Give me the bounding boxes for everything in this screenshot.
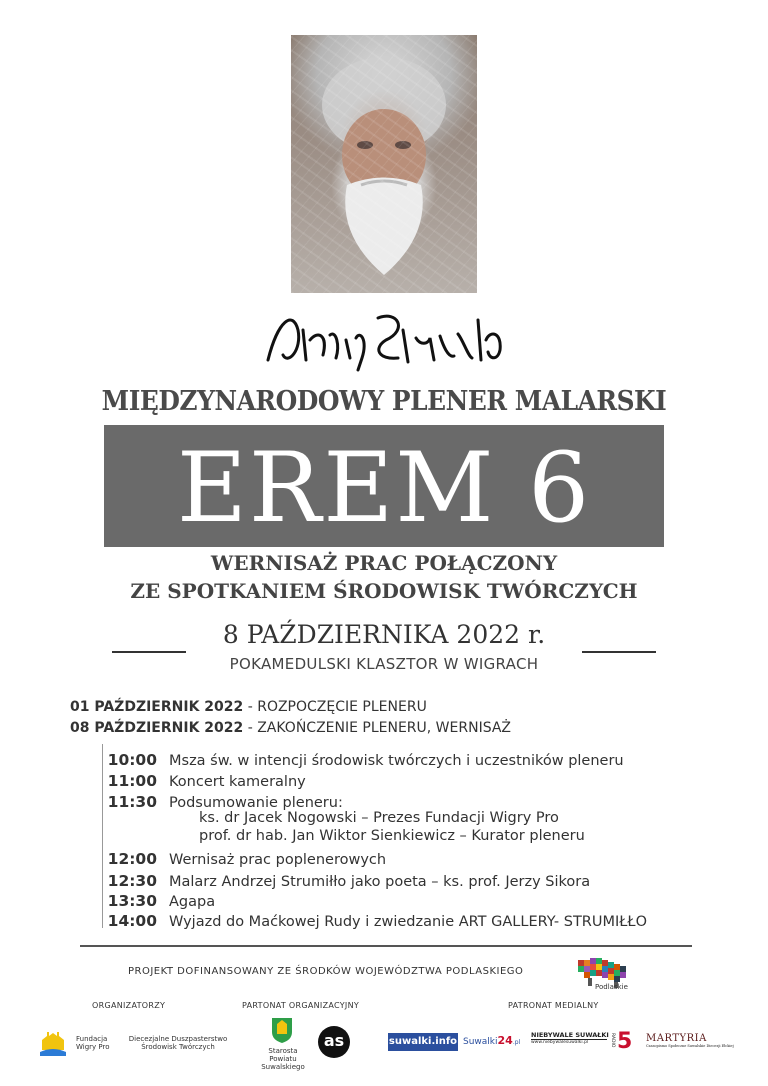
media-heading: PATRONAT MEDIALNY bbox=[508, 1001, 599, 1010]
phase-end: 08 PAŹDZIERNIK 2022 - ZAKOŃCZENIE PLENERU, WERNISAŻ bbox=[70, 720, 512, 736]
schedule-row bbox=[100, 848, 700, 870]
event-title: EREM 6 bbox=[176, 432, 592, 544]
phase-start: 01 PAŹDZIERNIK 2022 - ROZPOCZĘCIE PLENERU bbox=[70, 699, 427, 715]
pat1-line: Suwalskiego bbox=[261, 1063, 305, 1071]
event-subtitle: MIĘDZYNARODOWY PLENER MALARSKI bbox=[101, 386, 667, 417]
speaker-line: prof. dr hab. Jan Wiktor Sienkiewicz – Kurator pleneru bbox=[199, 828, 585, 844]
patronage-heading: PARTONAT ORGANIZACYJNY bbox=[242, 1001, 360, 1010]
schedule-time: 11:30 bbox=[107, 793, 157, 811]
schedule-text: Wyjazd do Maćkowej Rudy i zwiedzanie ART GALLERY- STRUMIŁŁO bbox=[169, 914, 647, 930]
event-date: 8 PAŹDZIERNIKA 2022 r. bbox=[222, 620, 546, 649]
schedule-time: 13:30 bbox=[107, 892, 157, 910]
phase-date: 01 PAŹDZIERNIK 2022 bbox=[70, 699, 244, 715]
suwalki24-logo bbox=[463, 1031, 527, 1051]
radio5-logo bbox=[610, 1031, 636, 1057]
niebywale-text: NIEBYWALE SUWAŁKI bbox=[531, 1031, 609, 1039]
martyria-sub: Czasopismo Społeczne Suwalskie Diecezji Ełckiej bbox=[646, 1044, 734, 1048]
funding-note: PROJEKT DOFINANSOWANY ZE ŚRODKÓW WOJEWÓDZTWA PODLASKIEGO bbox=[128, 966, 524, 977]
pat1-name bbox=[254, 1047, 312, 1071]
schedule-text: Malarz Andrzej Strumiłło jako poeta – ks. prof. Jerzy Sikora bbox=[169, 874, 591, 890]
radio5-number: 5 bbox=[617, 1029, 633, 1054]
org2-line: Środowisk Twórczych bbox=[141, 1043, 215, 1051]
description-line-1: WERNISAŻ PRAC POŁĄCZONY bbox=[210, 551, 558, 575]
description-line-2: ZE SPOTKANIEM ŚRODOWISK TWÓRCZYCH bbox=[130, 579, 638, 603]
organizers-heading: ORGANIZATORZY bbox=[92, 1001, 166, 1010]
signature-image bbox=[258, 300, 518, 375]
wigry-pro-logo-icon bbox=[38, 1030, 68, 1058]
schedule-time: 11:00 bbox=[107, 772, 157, 790]
suwalki24-text: Suwalki bbox=[463, 1037, 498, 1047]
org1-name bbox=[76, 1035, 110, 1051]
date-rule-left bbox=[112, 651, 186, 653]
schedule-text: Koncert kameralny bbox=[169, 774, 306, 790]
martyria-logo bbox=[646, 1033, 734, 1048]
schedule-time: 10:00 bbox=[107, 751, 157, 769]
schedule-time: 12:30 bbox=[107, 872, 157, 890]
schedule-text: Podsumowanie pleneru: bbox=[169, 795, 343, 811]
schedule-time: 14:00 bbox=[107, 912, 157, 930]
suwalki24-suffix: .pl bbox=[512, 1039, 521, 1046]
radio5-label: RADIO bbox=[610, 1033, 615, 1048]
portrait-photo bbox=[291, 35, 477, 293]
suwalki-info-logo: suwalki.info bbox=[388, 1033, 458, 1051]
event-place: POKAMEDULSKI KLASZTOR W WIGRACH bbox=[229, 655, 539, 673]
schedule-text: Agapa bbox=[169, 894, 216, 910]
martyria-text: MARTYRIA bbox=[646, 1033, 707, 1044]
schedule-text: Msza św. w intencji środowisk twórczych i uczestników pleneru bbox=[169, 753, 624, 769]
phase-text: ZAKOŃCZENIE PLENERU, WERNISAŻ bbox=[257, 720, 512, 736]
org2-name bbox=[126, 1035, 230, 1051]
org1-line: Fundacja bbox=[76, 1035, 108, 1043]
county-crest-icon bbox=[270, 1016, 294, 1044]
phase-date: 08 PAŹDZIERNIK 2022 bbox=[70, 720, 244, 736]
org1-line: Wigry Pro bbox=[76, 1043, 110, 1051]
schedule-row bbox=[100, 770, 700, 792]
schedule-text: Wernisaż prac poplenerowych bbox=[169, 852, 387, 868]
niebywale-url: www.niebywalesuwalki.pl bbox=[531, 1040, 589, 1045]
niebywale-logo bbox=[531, 1031, 607, 1045]
schedule-row bbox=[100, 749, 700, 771]
pat1-line: Starosta Powiatu bbox=[268, 1047, 298, 1063]
date-rule-right bbox=[582, 651, 656, 653]
phase-text: ROZPOCZĘCIE PLENERU bbox=[257, 699, 427, 715]
suwalki24-num: 24 bbox=[497, 1034, 513, 1047]
footer-divider bbox=[80, 945, 692, 947]
speaker-line: ks. dr Jacek Nogowski – Prezes Fundacji Wigry Pro bbox=[199, 810, 559, 826]
schedule-row bbox=[100, 910, 700, 932]
schedule-time: 12:00 bbox=[107, 850, 157, 868]
org2-line: Diecezjalne Duszpasterstwo bbox=[128, 1035, 228, 1043]
as-logo: as bbox=[318, 1026, 350, 1058]
schedule-row bbox=[100, 890, 700, 912]
schedule-row bbox=[100, 870, 700, 892]
podlaskie-label: Podlaskie bbox=[595, 983, 628, 991]
